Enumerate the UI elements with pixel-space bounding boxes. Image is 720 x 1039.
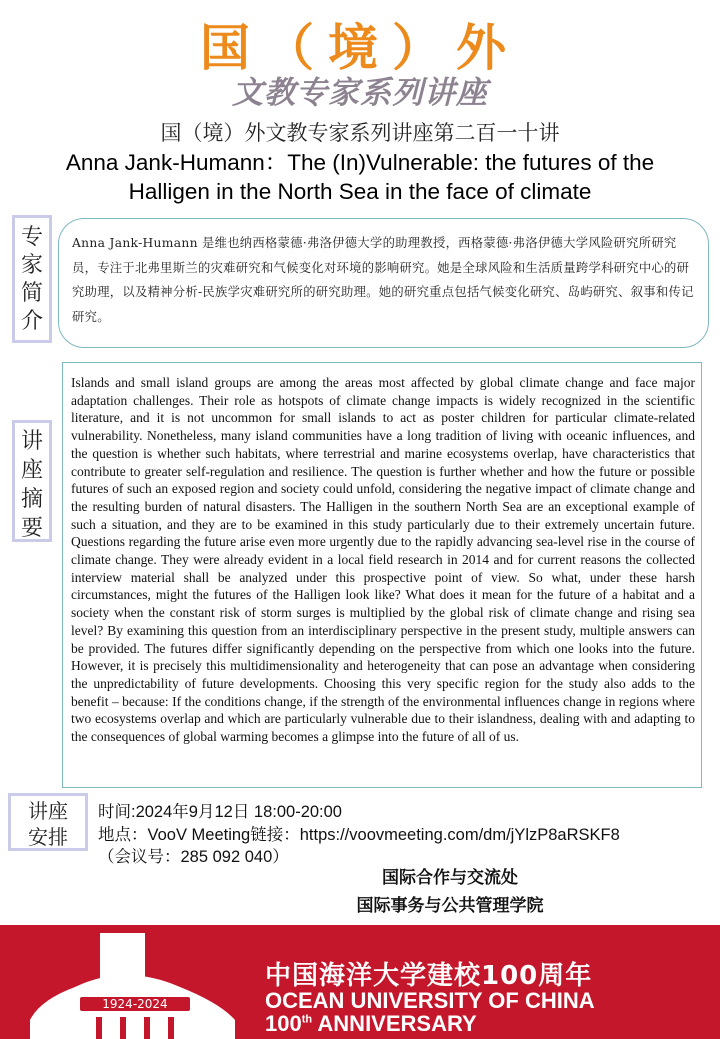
bio-text: Anna Jank-Humann 是维也纳西格蒙德·弗洛伊德大学的助理教授，西格蒙德·弗洛伊德大学风险研究所研究员，专注于北弗里斯兰的灾难研究和气候变化对环境的影响研究。她是全球风险和生活质量跨学科研究中心的研究助理，以及精神分析-民族学灾难研究所的研究助理。她的研究重点包括气候变化研究、岛屿研究、叙事和传记研究。 bbox=[58, 218, 709, 348]
schedule-label-line1: 讲座 bbox=[28, 799, 68, 823]
banner-english-title: OCEAN UNIVERSITY OF CHINA bbox=[265, 988, 595, 1013]
schedule-label-line2: 安排 bbox=[28, 825, 68, 849]
schedule-label bbox=[8, 793, 88, 851]
banner-years: 1924-2024 bbox=[102, 997, 168, 1011]
bio-label-char: 专 bbox=[20, 225, 43, 250]
abstract-label-char: 要 bbox=[20, 516, 43, 541]
banner-num: 100 bbox=[265, 1011, 302, 1036]
logo-title: 国（境）外 bbox=[200, 19, 520, 77]
bio-label-char: 家 bbox=[20, 253, 43, 278]
bio-label bbox=[12, 215, 52, 343]
banner-sup: th bbox=[301, 1013, 313, 1026]
schedule-place[interactable]: 地点：VooV Meeting链接：https://voovmeeting.com/dm/jYlzP8aRSKF8 bbox=[98, 825, 620, 844]
banner-anniversary bbox=[265, 1011, 477, 1037]
lecture-title: Anna Jank-Humann：The (In)Vulnerable: the futures of the Halligen in the North Sea in the face of climate bbox=[65, 150, 655, 204]
organizer: 国际事务与公共管理学院 bbox=[356, 896, 544, 916]
series-title: 国（境）外文教专家系列讲座第二百一十讲 bbox=[160, 121, 560, 145]
abstract-label-char: 讲 bbox=[20, 429, 43, 454]
organizers bbox=[300, 864, 600, 920]
banner-chinese-title: 中国海洋大学建校100周年 bbox=[265, 961, 593, 991]
abstract-label bbox=[12, 420, 52, 542]
logo-subtitle: 文教专家系列讲座 bbox=[232, 75, 488, 111]
abstract-text: Islands and small island groups are among the areas most affected by global climate change and face major adaptation challenges. Their role as hotspots of climate change impacts is widely recognized in the scientific literature, and it is not uncommon for small islands to act as poster children for particular climate-related vulnerability. Nonetheless, many island communities have a long tradition of living with oceanic influences, and the question is whether such habitats, where terrestrial and marine ecosystems overlap, have characteristics that contribute to greater self-regulation and resilience. The question is further whether and how the future or possible futures of such an exposed region and society could unfold, considering the negative impact of climate change and the resulting burden of natural disasters. The Halligen in the southern North Sea are an exceptional example of such a situation, and they are to be examined in this study particularly due to their extremely uncertain future. Questions regarding the future arise even more urgently due to the rapidly advancing sea-level rise in the course of climate change. They were already evident in a local field research in 2014 and for current reasons the collected interview material shall be analyzed under this prospective point of view. So what, under these harsh circumstances, might the futures of the Halligen look like? What does it mean for the future of a habitat and a society when the constant risk of storm surges is multiplied by the global risk of climate change and rising sea level? By examining this question from an interdisciplinary perspective in the present study, multiple answers can be provided. The futures differ significantly depending on the perspective from which one looks into the future. However, it is precisely this multidimensionality and heterogeneity that can pose an advantage when considering the unpredictability of future developments. Choosing this very specific region for the study also adds to the benefit – because: If the conditions change, if the strength of the environmental influences change in regions where two ecosystems overlap and which are particularly vulnerable due to their islandness, dealing with and adapting to the consequences of global warming becomes a glimpse into the future of all of us. bbox=[62, 362, 702, 788]
bio-label-char: 简 bbox=[20, 281, 43, 306]
schedule-time: 时间:2024年9月12日 18:00-20:00 bbox=[98, 803, 342, 821]
university-building-logo-icon bbox=[20, 925, 270, 1039]
schedule-details bbox=[98, 801, 620, 869]
bio-label-char: 介 bbox=[20, 309, 43, 334]
abstract-label-char: 摘 bbox=[20, 487, 43, 512]
abstract-label-char: 座 bbox=[20, 458, 43, 483]
schedule-meeting-id: （会议号：285 092 040） bbox=[98, 848, 289, 866]
organizer: 国际合作与交流处 bbox=[382, 868, 518, 888]
banner-rest: ANNIVERSARY bbox=[312, 1011, 477, 1036]
